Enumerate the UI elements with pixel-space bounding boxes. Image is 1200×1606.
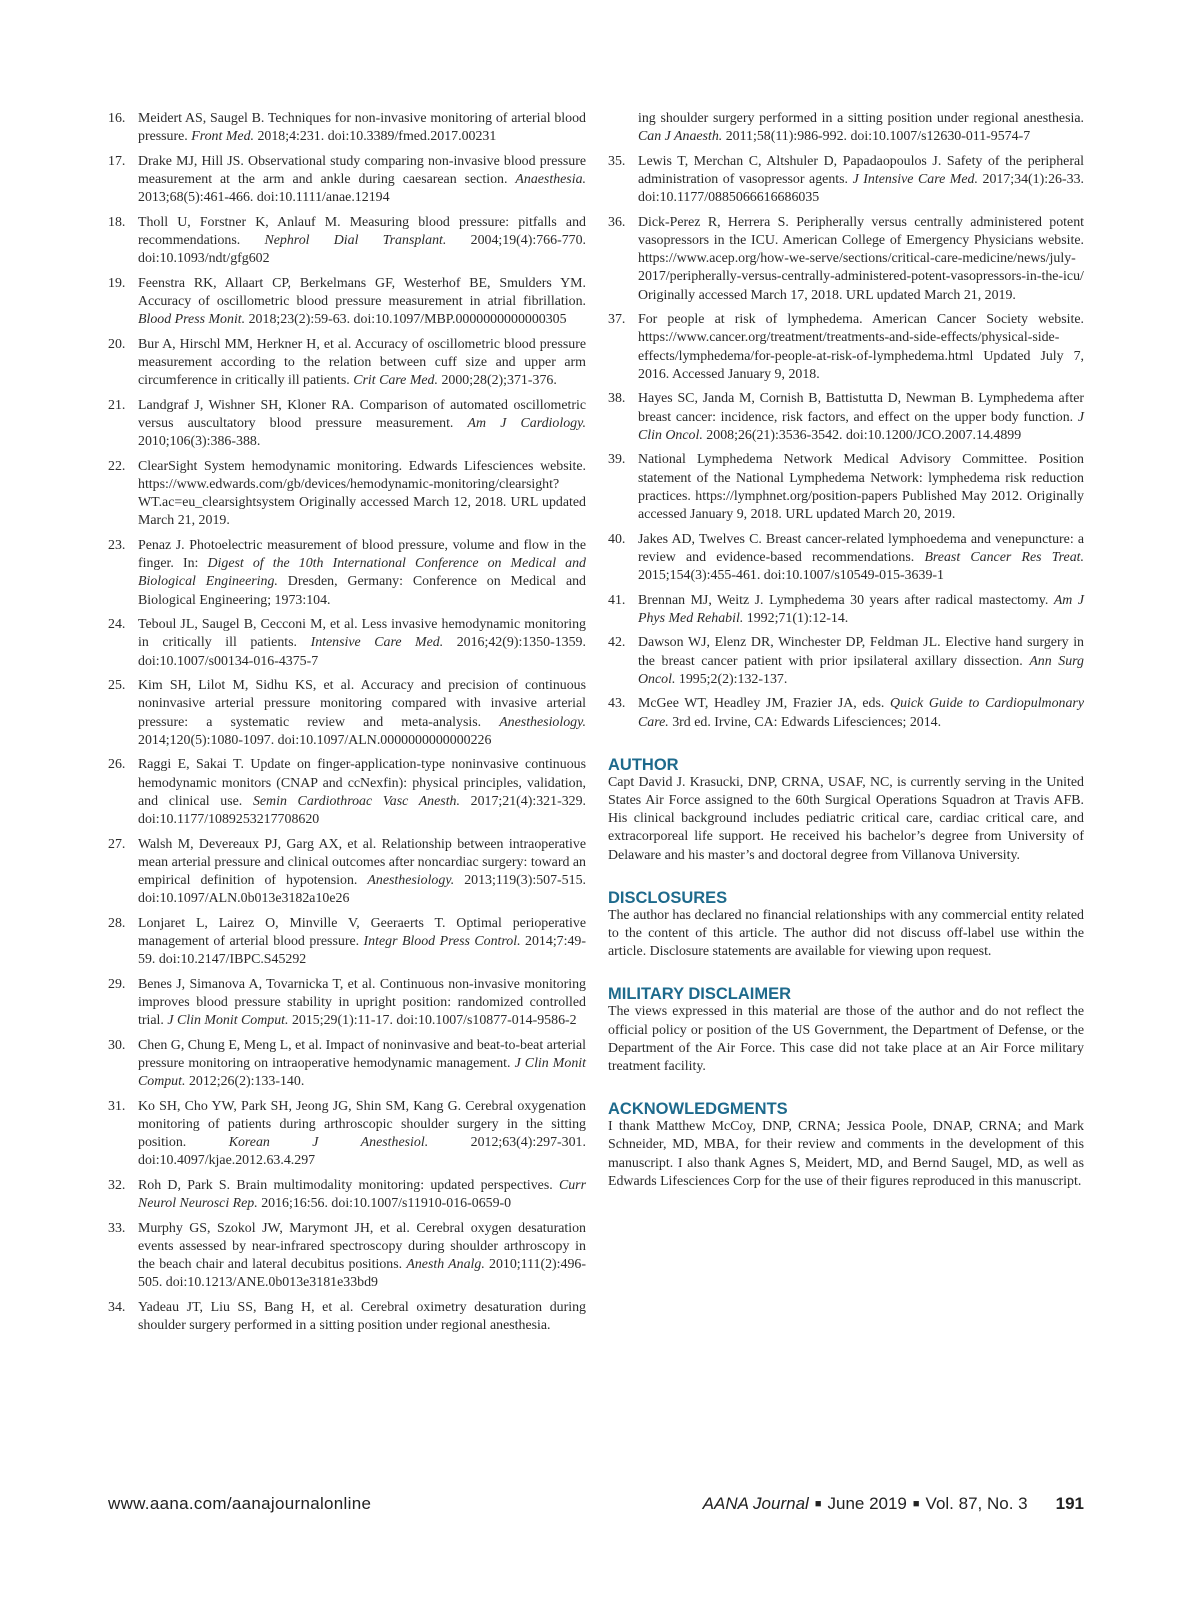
- reference-text: Meidert AS, Saugel B. Techniques for non-invasive monitoring of arterial blood pressure.: [138, 111, 586, 145]
- left-column: [108, 110, 586, 1342]
- reference-text: 2017;34(1):26-33. doi:10.1177/0885066616686035: [638, 172, 1084, 206]
- reference-item: [108, 153, 586, 208]
- reference-text: National Lymphedema Network Medical Advisory Committee. Position statement of the National Lymphedema Network: lymphedema risk reduction practices. https://lymphnet.org/position-papers Published May 2012. Originally accessed January 9, 2018. URL updated March 20, 2019.: [638, 452, 1084, 523]
- reference-item: [108, 214, 586, 269]
- reference-journal: Quick Guide to Cardiopulmonary Care.: [638, 696, 1084, 730]
- reference-item: [108, 110, 586, 146]
- author-heading: AUTHOR: [608, 755, 679, 774]
- reference-item: [608, 531, 1084, 586]
- reference-text: Dresden, Germany: Conference on Medical and Biological Engineering; 1973:104.: [138, 574, 587, 608]
- reference-journal: Breast Cancer Res Treat.: [924, 549, 1084, 565]
- reference-text: 2014;120(5):1080-1097. doi:10.1097/ALN.0000000000000226: [138, 732, 492, 748]
- reference-text: 2008;26(21):3536-3542. doi:10.1200/JCO.2007.14.4899: [702, 427, 1022, 443]
- reference-item: [108, 616, 586, 671]
- reference-text: 2010;106(3):386-388.: [138, 434, 261, 450]
- reference-journal: Nephrol Dial Transplant.: [264, 233, 447, 248]
- reference-item: [608, 451, 1084, 524]
- reference-journal: Semin Cardiothroac Vasc Anesth.: [252, 793, 460, 809]
- reference-text: 2018;4:231. doi:10.3389/fmed.2017.00231: [254, 129, 497, 145]
- reference-journal: Intensive Care Med.: [310, 635, 444, 651]
- reference-item: [108, 756, 586, 829]
- reference-list-left: [108, 110, 586, 1335]
- reference-number: 21.: [108, 397, 126, 413]
- reference-journal: Korean J Anesthesiol.: [228, 1135, 429, 1151]
- reference-item: [108, 336, 586, 391]
- reference-item: [108, 458, 586, 531]
- military-disclaimer-body: The views expressed in this material are those of the author and do not reflect the official policy or position of the US Government, the Department of Defense, or the Department of the Air Force. This case did not take place at an Air Force military treatment facility.: [608, 1004, 1084, 1075]
- reference-text: 2012;26(2):133-140.: [185, 1074, 305, 1090]
- reference-journal: Anesth Analg.: [406, 1257, 485, 1273]
- reference-item: [108, 1299, 586, 1335]
- reference-text: 2012;63(4):297-301. doi:10.4097/kjae.2012.63.4.297: [138, 1135, 586, 1169]
- reference-item: [608, 634, 1084, 689]
- page-number: 191: [1055, 1494, 1084, 1513]
- reference-journal: Anaesthesia.: [515, 172, 586, 187]
- reference-text: 2000;28(2);371-376.: [437, 373, 557, 389]
- reference-text: Murphy GS, Szokol JW, Marymont JH, et al. Cerebral oxygen desaturation events assessed by near-infrared spectroscopy during shoulder arthroscopy in the beach chair and lateral decubitus positions.: [138, 1220, 586, 1273]
- reference-text: ing shoulder surgery performed in a sitting position under regional anesthesia.: [638, 111, 1084, 126]
- footer-url-link[interactable]: www.aana.com/aanajournalonline: [108, 1494, 372, 1513]
- footer-separator: ■: [912, 1498, 920, 1510]
- reference-number: 38.: [608, 391, 626, 407]
- reference-text: Teboul JL, Saugel B, Cecconi M, et al. Less invasive hemodynamic monitoring in critically ill patients.: [138, 617, 586, 651]
- reference-item: [608, 153, 1084, 208]
- reference-number: 17.: [108, 153, 126, 169]
- reference-text: Penaz J. Photoelectric measurement of blood pressure, volume and flow in the finger. In:: [138, 538, 586, 572]
- reference-number: 39.: [608, 452, 626, 468]
- reference-journal: Can J Anaesth.: [638, 129, 723, 145]
- reference-text: 2013;119(3):507-515. doi:10.1097/ALN.0b013e3182a10e26: [138, 873, 586, 907]
- reference-journal: Anesthesiology.: [367, 873, 455, 889]
- reference-item: [608, 592, 1084, 628]
- reference-text: Lonjaret L, Lairez O, Minville V, Geeraerts T. Optimal perioperative management of arterial blood pressure.: [138, 915, 586, 950]
- acknowledgments-body: I thank Matthew McCoy, DNP, CRNA; Jessica Poole, DNAP, CRNA; and Mark Schneider, MD, MBA, for their review and comments in the development of this manuscript. I also thank Agnes S, Meidert, MD, and Bernd Saugel, MD, as well as Edwards Lifesciences Corp for the use of their figures reproduced in this manuscript.: [608, 1119, 1084, 1189]
- reference-journal: J Clin Oncol.: [638, 409, 1084, 443]
- footer-citation: [703, 1494, 1084, 1514]
- reference-text: Dick-Perez R, Herrera S. Peripherally versus centrally administered potent vasopressors in the ICU. American College of Emergency Physicians website. https://www.acep.org/how-we-serve/sections/critical-care-medicine/news/july-2017/peripherally-versus-centrally-administered-potent-vasopressors-in-the-icu/ Originally accessed March 17, 2018. URL updated March 21, 2019.: [638, 214, 1084, 303]
- reference-number: 33.: [108, 1220, 126, 1236]
- reference-text: Chen G, Chung E, Meng L, et al. Impact of noninvasive and beat-to-beat arterial pressure monitoring on intraoperative hemodynamic management.: [138, 1037, 586, 1072]
- reference-journal: Digest of the 10th International Conference on Medical and Biological Engineering.: [138, 556, 586, 590]
- reference-text: 2011;58(11):986-992. doi:10.1007/s12630-011-9574-7: [722, 129, 1031, 145]
- reference-number: 23.: [108, 538, 126, 553]
- reference-number: 25.: [108, 678, 126, 694]
- reference-text: Ko SH, Cho YW, Park SH, Jeong JG, Shin SM, Kang G. Cerebral oxygenation monitoring of patients during arthroscopic shoulder surgery in the sitting position.: [138, 1098, 586, 1151]
- reference-text: 1995;2(2):132-137.: [675, 671, 788, 687]
- reference-text: Feenstra RK, Allaart CP, Berkelmans GF, Westerhof BE, Smulders YM. Accuracy of oscillometric blood pressure measurement in atrial fibrillation.: [138, 275, 586, 309]
- reference-journal: Front Med.: [191, 129, 254, 145]
- reference-number: 16.: [108, 111, 126, 126]
- reference-text: ClearSight System hemodynamic monitoring. Edwards Lifesciences website. https://www.edwards.com/gb/devices/hemodynamic-monitoring/clearsight?WT.ac=eu_clearsightsystem Originally accessed March 12, 2018. URL updated March 21, 2019.: [138, 458, 586, 529]
- reference-item: [108, 397, 586, 452]
- reference-text: Roh D, Park S. Brain multimodality monitoring: updated perspectives.: [138, 1178, 559, 1194]
- reference-text: 2016;16:56. doi:10.1007/s11910-016-0659-0: [257, 1196, 512, 1212]
- reference-text: 2004;19(4):766-770. doi:10.1093/ndt/gfg602: [138, 233, 586, 267]
- author-section: [608, 756, 1084, 865]
- reference-item: [608, 311, 1084, 384]
- acknowledgments-heading: ACKNOWLEDGMENTS: [608, 1100, 788, 1119]
- reference-text: 3rd ed. Irvine, CA: Edwards Lifesciences; 2014.: [668, 714, 942, 730]
- reference-text: Tholl U, Forstner K, Anlauf M. Measuring blood pressure: pitfalls and recommendations.: [138, 214, 586, 248]
- author-body: Capt David J. Krasucki, DNP, CRNA, USAF, NC, is currently serving in the United States Air Force assigned to the 60th Surgical Operations Squadron at Travis AFB. His clinical background includes pediatric critical care, cardiac critical care, and extracorporeal life support. He received his bachelor’s degree from University of Delaware and his master’s and doctoral degree from Villanova University.: [608, 774, 1084, 863]
- reference-journal: Integr Blood Press Control.: [363, 934, 521, 950]
- reference-text: Bur A, Hirschl MM, Herkner H, et al. Accuracy of oscillometric blood pressure measurement according to the relation between cuff size and upper arm circumference in critically ill patients.: [138, 336, 586, 389]
- reference-number: 29.: [108, 976, 126, 992]
- reference-item: [608, 695, 1084, 731]
- right-column: [608, 110, 1084, 1215]
- reference-number: 20.: [108, 336, 126, 352]
- reference-list-right: [608, 153, 1084, 732]
- reference-item: [108, 275, 586, 330]
- footer-volume: Vol. 87, No. 3: [925, 1494, 1028, 1513]
- reference-text: Benes J, Simanova A, Tovarnicka T, et al. Continuous non-invasive monitoring improves blood pressure stability in upright position: randomized controlled trial.: [138, 976, 586, 1029]
- reference-text: Brennan MJ, Weitz J. Lymphedema 30 years after radical mastectomy.: [638, 592, 1054, 608]
- reference-number: 24.: [108, 617, 126, 633]
- footer-journal: AANA Journal: [702, 1494, 809, 1513]
- reference-item: [108, 1220, 586, 1293]
- reference-text: Yadeau JT, Liu SS, Bang H, et al. Cerebral oximetry desaturation during shoulder surgery performed in a sitting position under regional anesthesia.: [138, 1300, 586, 1334]
- reference-text: 2010;111(2):496-505. doi:10.1213/ANE.0b013e3181e33bd9: [138, 1257, 586, 1291]
- disclosures-heading: DISCLOSURES: [608, 888, 728, 907]
- reference-item: [108, 1037, 586, 1092]
- reference-item: [608, 390, 1084, 445]
- military-disclaimer-heading: MILITARY DISCLAIMER: [608, 985, 792, 1004]
- disclosures-section: [608, 889, 1084, 962]
- military-disclaimer-section: [608, 985, 1084, 1076]
- reference-text: Dawson WJ, Elenz DR, Winchester DP, Feldman JL. Elective hand surgery in the breast cancer patient with prior ipsilateral axillary dissection.: [638, 635, 1084, 669]
- acknowledgments-section: [608, 1100, 1084, 1191]
- footer-separator: ■: [814, 1498, 822, 1510]
- reference-item: [108, 677, 586, 750]
- reference-text: Raggi E, Sakai T. Update on finger-application-type noninvasive continuous hemodynamic monitors (CNAP and ccNexfin): physical principles, validation, and clinical use.: [138, 757, 586, 809]
- reference-journal: Am J Phys Med Rehabil.: [638, 592, 1085, 626]
- disclosures-body: The author has declared no financial relationships with any commercial entity related to the content of this article. The author did not discuss off-label use within the article. Disclosure statements are available for viewing upon request.: [608, 907, 1084, 960]
- reference-text: Hayes SC, Janda M, Cornish B, Battistutta D, Newman B. Lymphedema after breast cancer: incidence, risk factors, and effect on the upper body function.: [638, 391, 1084, 425]
- reference-number: 35.: [608, 153, 626, 169]
- reference-journal: J Clin Monit Comput.: [167, 1013, 289, 1029]
- reference-text: 2014;7:49-59. doi:10.2147/IBPC.S45292: [138, 934, 586, 968]
- reference-text: 2013;68(5):461-466. doi:10.1111/anae.12194: [138, 190, 390, 206]
- reference-number: 40.: [608, 531, 626, 547]
- reference-item: [608, 214, 1084, 305]
- reference-number: 41.: [608, 592, 626, 608]
- reference-number: 27.: [108, 836, 126, 852]
- reference-number: 22.: [108, 458, 126, 474]
- reference-journal: Am J Cardiology.: [467, 416, 586, 431]
- reference-text: Landgraf J, Wishner SH, Kloner RA. Comparison of automated oscillometric versus auscultatory blood pressure measurement.: [138, 397, 586, 431]
- reference-item: [108, 1098, 586, 1171]
- reference-number: 28.: [108, 915, 126, 931]
- reference-journal: Curr Neurol Neurosci Rep.: [138, 1178, 586, 1212]
- reference-journal: Ann Surg Oncol.: [638, 653, 1084, 687]
- footer-date: June 2019: [827, 1494, 907, 1513]
- reference-text: Jakes AD, Twelves C. Breast cancer-related lymphoedema and venepuncture: a review and evidence-based recommendations.: [638, 531, 1084, 565]
- reference-item: [108, 915, 586, 970]
- reference-number: 19.: [108, 275, 126, 291]
- reference-number: 36.: [608, 214, 626, 230]
- reference-number: 31.: [108, 1098, 126, 1114]
- reference-text: 2017;21(4):321-329. doi:10.1177/1089253217708620: [138, 793, 587, 828]
- reference-text: For people at risk of lymphedema. American Cancer Society website. https://www.cancer.org/treatment/treatments-and-side-effects/physical-side-effects/lymphedema/for-people-at-risk-of-lymphedema.html Updated July 7, 2016. Accessed January 9, 2018.: [638, 312, 1084, 382]
- reference-item: [108, 1177, 586, 1213]
- reference-journal: Blood Press Monit.: [138, 312, 246, 328]
- reference-text: Lewis T, Merchan C, Altshuler D, Papadaopoulos J. Safety of the peripheral administration of vasopressor agents.: [638, 153, 1084, 187]
- reference-journal: Anesthesiology.: [499, 714, 586, 730]
- reference-text: 2018;23(2):59-63. doi:10.1097/MBP.0000000000000305: [245, 312, 567, 328]
- reference-number: 42.: [608, 635, 626, 651]
- reference-number: 34.: [108, 1300, 126, 1316]
- reference-journal: Crit Care Med.: [353, 373, 438, 389]
- reference-item: [108, 537, 586, 610]
- reference-number: 43.: [608, 696, 626, 712]
- reference-text: Kim SH, Lilot M, Sidhu KS, et al. Accuracy and precision of continuous noninvasive arterial pressure monitoring compared with invasive arterial pressure: a systematic review and meta-analysis.: [138, 678, 586, 730]
- reference-number: 30.: [108, 1037, 126, 1053]
- reference-text: McGee WT, Headley JM, Frazier JA, eds.: [638, 696, 891, 712]
- reference-text: Walsh M, Devereaux PJ, Garg AX, et al. Relationship between intraoperative mean arterial pressure and clinical outcomes after noncardiac surgery: toward an empirical definition of hypotension.: [138, 836, 586, 889]
- reference-number: 32.: [108, 1178, 126, 1194]
- reference-continuation: [608, 110, 1084, 146]
- reference-item: [108, 976, 586, 1031]
- reference-journal: J Clin Monit Comput.: [138, 1056, 586, 1090]
- reference-item: [108, 836, 586, 909]
- reference-text: 2015;154(3):455-461. doi:10.1007/s10549-015-3639-1: [638, 568, 944, 584]
- reference-text: Drake MJ, Hill JS. Observational study comparing non-invasive blood pressure measurement at the arm and ankle during caesarean section.: [138, 153, 586, 187]
- reference-number: 37.: [608, 312, 626, 328]
- reference-number: 18.: [108, 214, 126, 230]
- reference-text: 2015;29(1):11-17. doi:10.1007/s10877-014-9586-2: [288, 1013, 577, 1029]
- reference-text: 2016;42(9):1350-1359. doi:10.1007/s00134-016-4375-7: [138, 635, 586, 669]
- reference-journal: J Intensive Care Med.: [852, 172, 978, 187]
- reference-number: 26.: [108, 757, 126, 773]
- reference-text: 1992;71(1):12-14.: [743, 610, 849, 626]
